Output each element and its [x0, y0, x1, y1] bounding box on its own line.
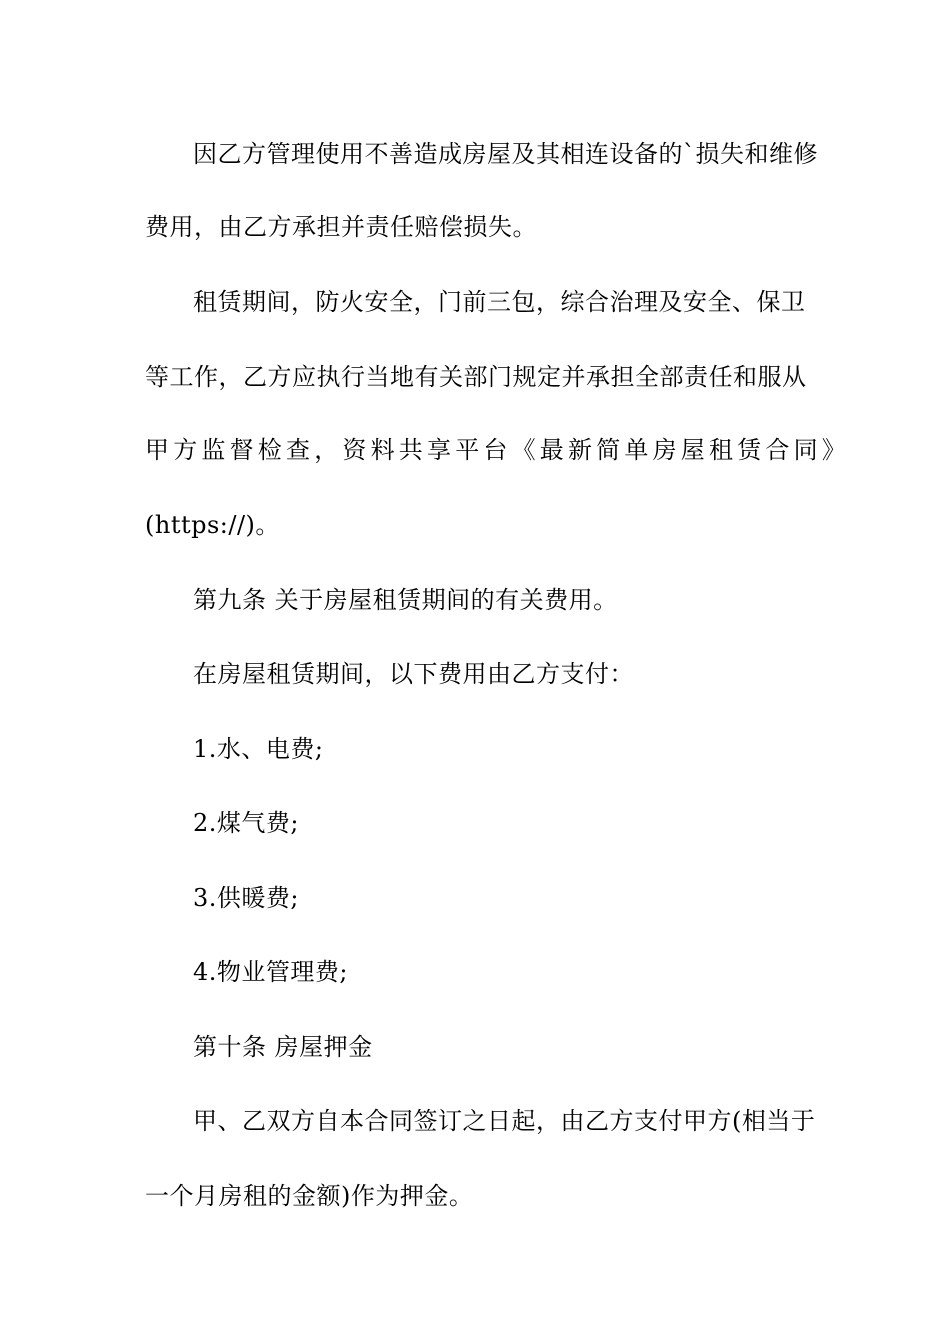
list-item: 3.供暖费;: [193, 884, 299, 912]
paragraph-line: 甲、乙双方自本合同签订之日起，由乙方支付甲方(相当于: [193, 1107, 816, 1135]
paragraph-line: 在房屋租赁期间，以下费用由乙方支付：: [193, 660, 634, 688]
paragraph-line: (https://)。: [145, 511, 280, 539]
paragraph-line: 等工作，乙方应执行当地有关部门规定并承担全部责任和服从: [145, 363, 807, 391]
paragraph-line: 因乙方管理使用不善造成房屋及其相连设备的`损失和维修: [193, 140, 818, 168]
paragraph-line: 费用，由乙方承担并责任赔偿损失。: [145, 213, 537, 241]
paragraph-line: 租赁期间，防火安全，门前三包，综合治理及安全、保卫: [193, 288, 806, 316]
paragraph-line: 一个月房租的金额)作为押金。: [145, 1182, 474, 1210]
article-heading: 第十条 房屋押金: [193, 1033, 373, 1061]
article-heading: 第九条 关于房屋租赁期间的有关费用。: [193, 586, 618, 614]
list-item: 4.物业管理费;: [193, 958, 348, 986]
list-item: 1.水、电费;: [193, 735, 324, 763]
list-item: 2.煤气费;: [193, 809, 299, 837]
paragraph-line: 甲方监督检查，资料共享平台《最新简单房屋租赁合同》: [145, 436, 850, 464]
